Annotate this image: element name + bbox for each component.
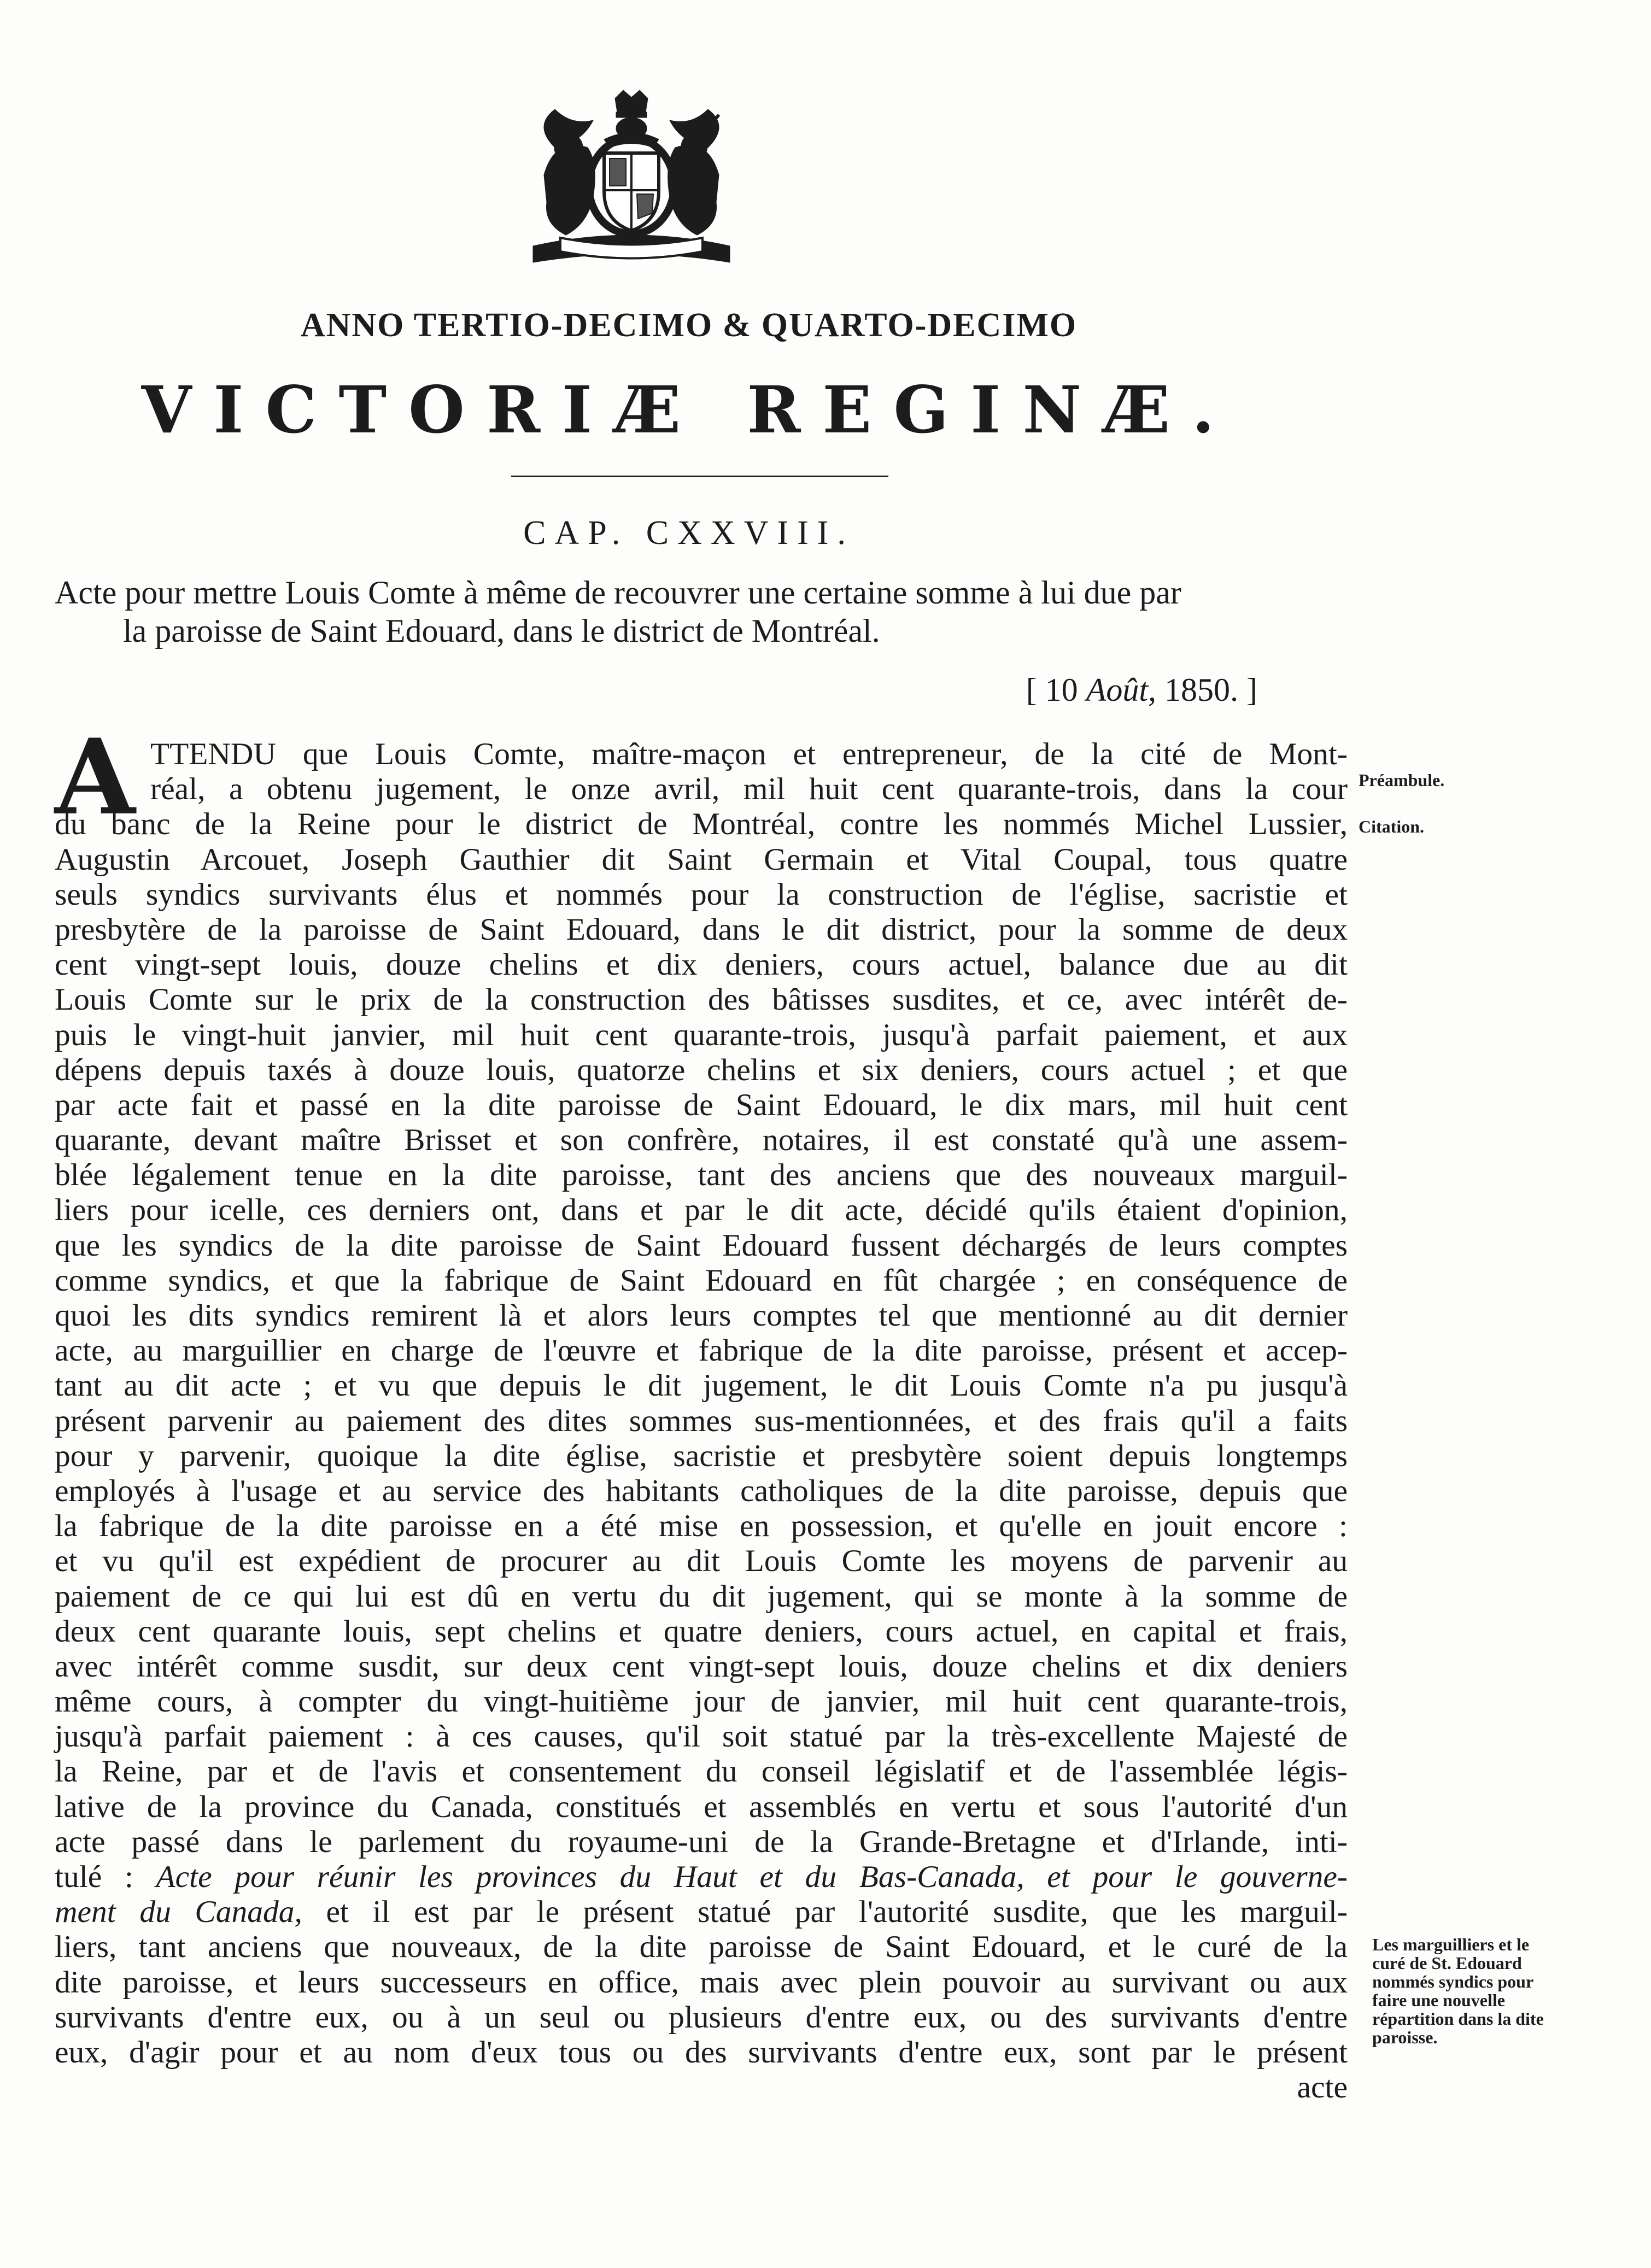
- body-line: présent parvenir au paiement des dites sommes sus-mentionnées, et des frais qu'il a faits: [55, 1403, 1348, 1438]
- cited-act-title: Acte pour réunir les provinces du Haut et du Bas-Canada, et pour le gouverne-: [156, 1860, 1348, 1894]
- act-title-line-2: la paroisse de Saint Edouard, dans le district de Montréal.: [123, 613, 880, 649]
- body-line: la Reine, par et de l'avis et consentement du conseil législatif et de l'assemblée légis-: [55, 1754, 1348, 1789]
- catchword: acte: [1297, 2070, 1348, 2105]
- body-line: tant au dit acte ; et vu que depuis le dit jugement, le dit Louis Comte n'a pu jusqu'à: [55, 1368, 1348, 1403]
- royal-coat-of-arms-icon: [522, 87, 741, 273]
- body-line: jusqu'à parfait paiement : à ces causes, qu'il soit statué par la très-excellente Majesté de: [55, 1719, 1348, 1754]
- body-line: acte passé dans le parlement du royaume-uni de la Grande-Bretagne et d'Irlande, inti-: [55, 1824, 1348, 1859]
- margin-note-line: paroisse.: [1372, 2027, 1438, 2047]
- assent-date: [929, 671, 1257, 709]
- body-line: du banc de la Reine pour le district de Montréal, contre les nommés Michel Lussier,: [55, 807, 1348, 842]
- body-line: avec intérêt comme susdit, sur deux cent vingt-sept louis, douze chelins et dix deniers: [55, 1649, 1348, 1684]
- body-line: cent vingt-sept louis, douze chelins et dix deniers, cours actuel, balance due au dit: [55, 947, 1348, 982]
- body-line: quoi les dits syndics remirent là et alors leurs comptes tel que mentionné au dit dernier: [55, 1298, 1348, 1333]
- act-body: [55, 716, 1348, 2105]
- body-line: paiement de ce qui lui est dû en vertu du dit jugement, qui se monte à la somme de: [55, 1579, 1348, 1614]
- body-line: seuls syndics survivants élus et nommés pour la construction de l'église, sacristie et: [55, 877, 1348, 912]
- cited-act-title-end: ment du Canada,: [55, 1895, 302, 1930]
- body-line: presbytère de la paroisse de Saint Edouard, dans le dit district, pour la somme de deux: [55, 912, 1348, 947]
- body-line: et vu qu'il est expédient de procurer au dit Louis Comte les moyens de parvenir au: [55, 1544, 1348, 1579]
- body-line: lative de la province du Canada, constitués et assemblés en vertu et sous l'autorité d'un: [55, 1789, 1348, 1824]
- margin-note-line: faire une nouvelle: [1372, 1990, 1505, 2010]
- body-line: acte, au marguillier en charge de l'œuvre et fabrique de la dite paroisse, présent et accep-: [55, 1333, 1348, 1368]
- body-line: dépens depuis taxés à douze louis, quatorze chelins et six deniers, cours actuel ; et que: [55, 1052, 1348, 1087]
- drop-cap: A: [55, 716, 136, 838]
- chapter-heading: CAP. CXXVIII.: [523, 514, 854, 552]
- date-month: Août,: [1086, 672, 1157, 708]
- body-line: pour y parvenir, quoique la dite église, sacristie et presbytère soient depuis longtemps: [55, 1438, 1348, 1473]
- body-line: que les syndics de la dite paroisse de Saint Edouard fussent déchargés de leurs comptes: [55, 1228, 1348, 1263]
- margin-note-marguilliers: [1372, 1935, 1591, 2047]
- regnal-heading: ANNO TERTIO-DECIMO & QUARTO-DECIMO: [300, 307, 1078, 344]
- body-line: deux cent quarante louis, sept chelins et quatre deniers, cours actuel, en capital et frais,: [55, 1614, 1348, 1649]
- body-line: employés à l'usage et au service des habitants catholiques de la dite paroisse, depuis que: [55, 1473, 1348, 1508]
- body-line: dite paroisse, et leurs successeurs en office, mais avec plein pouvoir au survivant ou aux: [55, 1965, 1348, 2000]
- body-line: blée légalement tenue en la dite paroisse, tant des anciens que des nouveaux marguil-: [55, 1158, 1348, 1193]
- body-line: liers pour icelle, ces derniers ont, dans et par le dit acte, décidé qu'ils étaient d'opinion,: [55, 1193, 1348, 1228]
- body-line: liers, tant anciens que nouveaux, de la dite paroisse de Saint Edouard, et le curé de la: [55, 1930, 1348, 1965]
- margin-note-preamble: Préambule.: [1359, 770, 1445, 790]
- victoriae-reginae-heading: VICTORIÆ REGINÆ.: [141, 372, 1237, 448]
- body-line: [55, 1860, 1348, 1895]
- body-line-rest: et il est par le présent statué par l'autorité susdite, que les marguil-: [302, 1895, 1348, 1930]
- date-open: [ 10: [1026, 672, 1086, 708]
- body-line: par acte fait et passé en la dite paroisse de Saint Edouard, le dix mars, mil huit cent: [55, 1087, 1348, 1122]
- body-line: survivants d'entre eux, ou à un seul ou plusieurs d'entre eux, ou des survivants d'entre: [55, 2000, 1348, 2035]
- body-line: TTENDU que Louis Comte, maître-maçon et entrepreneur, de la cité de Mont-: [150, 737, 1348, 771]
- body-line: comme syndics, et que la fabrique de Saint Edouard en fût chargée ; en conséquence de: [55, 1263, 1348, 1298]
- body-line: quarante, devant maître Brisset et son confrère, notaires, il est constaté qu'à une assem-: [55, 1123, 1348, 1158]
- body-line: puis le vingt-huit janvier, mil huit cent quarante-trois, jusqu'à parfait paiement, et aux: [55, 1017, 1348, 1052]
- body-line: Augustin Arcouet, Joseph Gauthier dit Saint Germain et Vital Coupal, tous quatre: [55, 842, 1348, 877]
- date-year: 1850. ]: [1156, 672, 1257, 708]
- body-line: même cours, à compter du vingt-huitième jour de janvier, mil huit cent quarante-trois,: [55, 1684, 1348, 1719]
- heading-divider: [511, 476, 888, 477]
- act-title-line-1: Acte pour mettre Louis Comte à même de recouvrer une certaine somme à lui due par: [55, 575, 1181, 611]
- body-line: Louis Comte sur le prix de la construction des bâtisses susdites, et ce, avec intérêt de-: [55, 982, 1348, 1017]
- margin-note-citation: Citation.: [1359, 817, 1424, 836]
- body-line: la fabrique de la dite paroisse en a été mise en possession, et qu'elle en jouit encore :: [55, 1509, 1348, 1544]
- margin-note-line: curé de St. Edouard: [1372, 1953, 1522, 1973]
- margin-note-line: répartition dans la dite: [1372, 2009, 1544, 2029]
- body-line: [55, 1895, 1348, 1930]
- body-line-prefix: tulé :: [55, 1860, 156, 1894]
- margin-note-line: Les marguilliers et le: [1372, 1935, 1530, 1954]
- body-line: réal, a obtenu jugement, le onze avril, mil huit cent quarante-trois, dans la cour: [150, 772, 1348, 807]
- margin-note-line: nommés syndics pour: [1372, 1972, 1534, 1991]
- body-line: eux, d'agir pour et au nom d'eux tous ou des survivants d'entre eux, sont par le présent: [55, 2035, 1348, 2070]
